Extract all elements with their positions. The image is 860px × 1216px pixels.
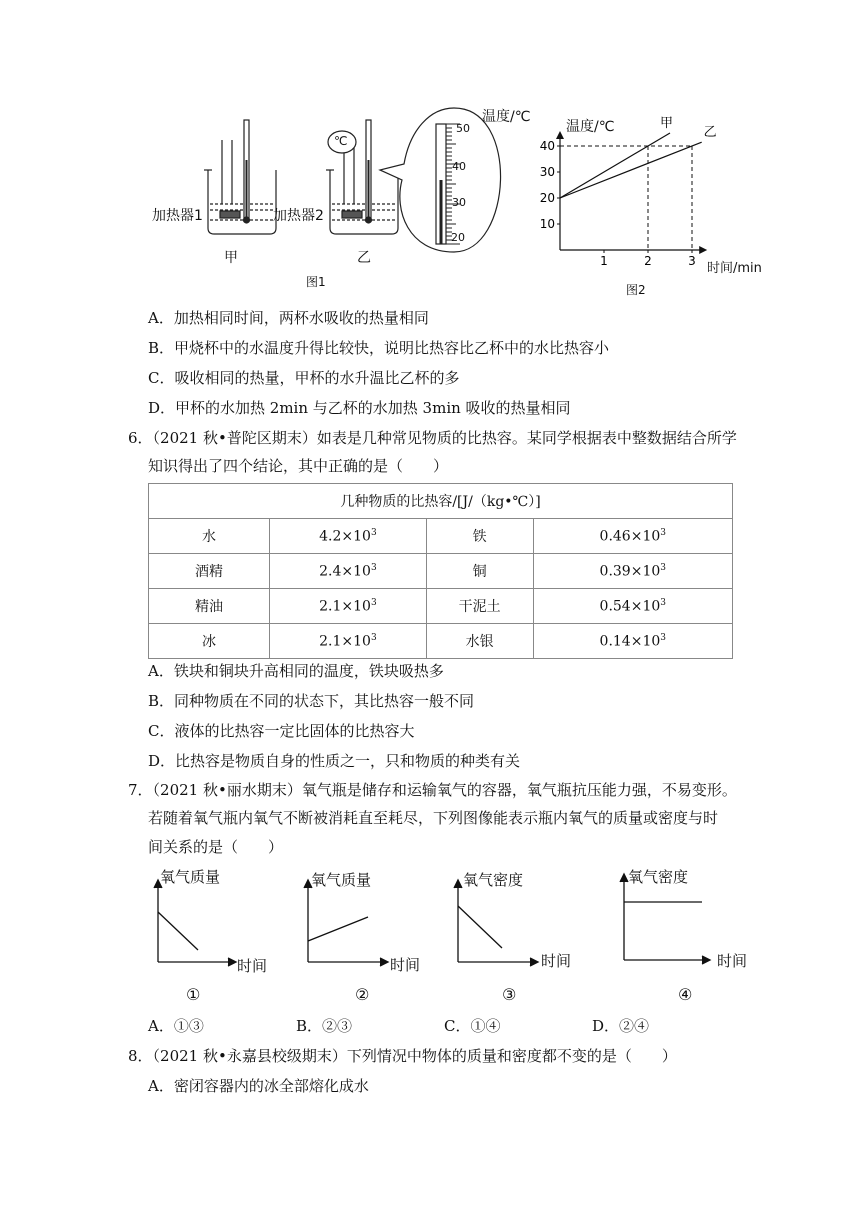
table-cell: 精油 [149, 589, 270, 624]
table-cell: $2.1\times 10^3$ [270, 589, 427, 624]
magnifier-reading-label: 温度/℃ [482, 109, 531, 125]
x-axis-arrow [699, 246, 707, 254]
y-tick-label: 10 [540, 217, 555, 231]
graph-4-xlabel: 时间 [717, 952, 748, 970]
table-cell: $2.4\times 10^3$ [270, 554, 427, 589]
graph-4-ylabel: 氧气密度 [628, 868, 689, 886]
table-cell: 铁 [426, 519, 533, 554]
q7-option-c[interactable]: C．①④ [444, 1017, 501, 1035]
heater-2-label: 加热器2 [273, 208, 324, 224]
y-tick-label: 20 [540, 191, 555, 205]
y-tick-label: 30 [540, 165, 555, 179]
graph-2-ylabel: 氧气质量 [311, 871, 372, 889]
graph-1-line [158, 912, 198, 950]
beaker-1-name: 甲 [224, 250, 238, 266]
x-tick-label: 2 [644, 254, 652, 268]
table-cell: $0.14\times 10^3$ [533, 624, 732, 659]
table-row [149, 624, 733, 659]
beaker-1 [204, 120, 276, 234]
q5-option-a[interactable]: A．加热相同时间，两杯水吸收的热量相同 [148, 309, 429, 327]
graph-1-ylabel: 氧气质量 [160, 868, 221, 886]
q7-stem-line-3: 间关系的是（ ） [148, 838, 284, 856]
graph-3-line [458, 906, 502, 948]
table-row [149, 589, 733, 624]
figure-1-caption: 图1 [306, 275, 326, 289]
magnifier-tick-30: 30 [452, 196, 466, 209]
q8-option-a[interactable]: A．密闭容器内的冰全部熔化成水 [148, 1077, 369, 1095]
q8-stem-line-1: 8．（2021 秋•永嘉县校级期末）下列情况中物体的质量和密度都不变的是（ ） [128, 1047, 677, 1065]
table-title: 几种物质的比热容/[J/（kg•℃）] [149, 484, 733, 519]
q6-option-a[interactable]: A．铁块和铜块升高相同的温度，铁块吸热多 [148, 662, 444, 680]
table-row [149, 519, 733, 554]
table-cell: $2.1\times 10^3$ [270, 624, 427, 659]
q5-option-d[interactable]: D．甲杯的水加热 2min 与乙杯的水加热 3min 吸收的热量相同 [148, 399, 571, 417]
specific-heat-table [148, 483, 733, 659]
figure-2-ylabel: 温度/℃ [566, 119, 615, 135]
q7-stem-line-1: 7．（2021 秋•丽水期末）氧气瓶是储存和运输氧气的容器，氧气瓶抗压能力强，不易变形。 [128, 781, 737, 799]
graph-1-xlabel: 时间 [237, 957, 268, 975]
q5-option-b[interactable]: B．甲烧杯中的水温度升得比较快，说明比热容比乙杯中的水比热容小 [148, 339, 610, 357]
q6-option-d[interactable]: D．比热容是物质自身的性质之一，只和物质的种类有关 [148, 752, 521, 770]
graph-2-xlabel: 时间 [390, 956, 421, 974]
table-cell: 水 [149, 519, 270, 554]
table-cell: 冰 [149, 624, 270, 659]
q7-option-b[interactable]: B．②③ [296, 1017, 353, 1035]
series-label: 甲 [660, 116, 674, 131]
magnifier-tick-20: 20 [451, 231, 465, 244]
figure-2-xlabel: 时间/min [707, 261, 762, 276]
q6-option-b[interactable]: B．同种物质在不同的状态下，其比热容一般不同 [148, 692, 475, 710]
beaker-2-name: 乙 [357, 250, 371, 266]
table-cell: $0.46\times 10^3$ [533, 519, 732, 554]
graph-3-xlabel: 时间 [541, 952, 572, 970]
graph-3-number: ③ [502, 985, 517, 1004]
figure-2-caption: 图2 [626, 283, 646, 297]
q6-stem-line-2: 知识得出了四个结论，其中正确的是（ ） [148, 457, 449, 475]
q6-stem-line-1: 6．（2021 秋•普陀区期末）如表是几种常见物质的比热容。某同学根据表中整数据结合所学 [128, 429, 737, 447]
magnifier-tick-40: 40 [452, 160, 466, 173]
y-axis-arrow [556, 131, 564, 139]
y-tick-label: 40 [540, 139, 555, 153]
graph-3-ylabel: 氧气密度 [463, 871, 524, 889]
table-cell: $4.2\times 10^3$ [270, 519, 427, 554]
heater-1-label: 加热器1 [152, 208, 203, 224]
graph-4-number: ④ [678, 985, 693, 1004]
series-line-1 [560, 133, 670, 198]
series-line-2 [560, 142, 702, 198]
q7-option-d[interactable]: D．②④ [592, 1017, 650, 1035]
table-cell: $0.39\times 10^3$ [533, 554, 732, 589]
table-cell: 水银 [426, 624, 533, 659]
thermo-unit-badge: ℃ [334, 134, 348, 148]
q5-option-c[interactable]: C．吸收相同的热量，甲杯的水升温比乙杯的多 [148, 369, 460, 387]
table-cell: $0.54\times 10^3$ [533, 589, 732, 624]
q6-option-c[interactable]: C．液体的比热容一定比固体的比热容大 [148, 722, 415, 740]
table-cell: 干泥土 [426, 589, 533, 624]
graph-1-number: ① [186, 985, 201, 1004]
q7-option-a[interactable]: A．①③ [148, 1017, 204, 1035]
q7-stem-line-2: 若随着氧气瓶内氧气不断被消耗直至耗尽，下列图像能表示瓶内氧气的质量或密度与时 [148, 809, 719, 827]
table-row [149, 554, 733, 589]
graph-2-line [308, 917, 368, 941]
table-cell: 铜 [426, 554, 533, 589]
x-tick-label: 1 [600, 254, 608, 268]
table-cell: 酒精 [149, 554, 270, 589]
series-label: 乙 [703, 125, 717, 141]
magnifier-tick-50: 50 [456, 122, 470, 135]
graph-2-number: ② [355, 985, 370, 1004]
x-tick-label: 3 [688, 254, 696, 268]
